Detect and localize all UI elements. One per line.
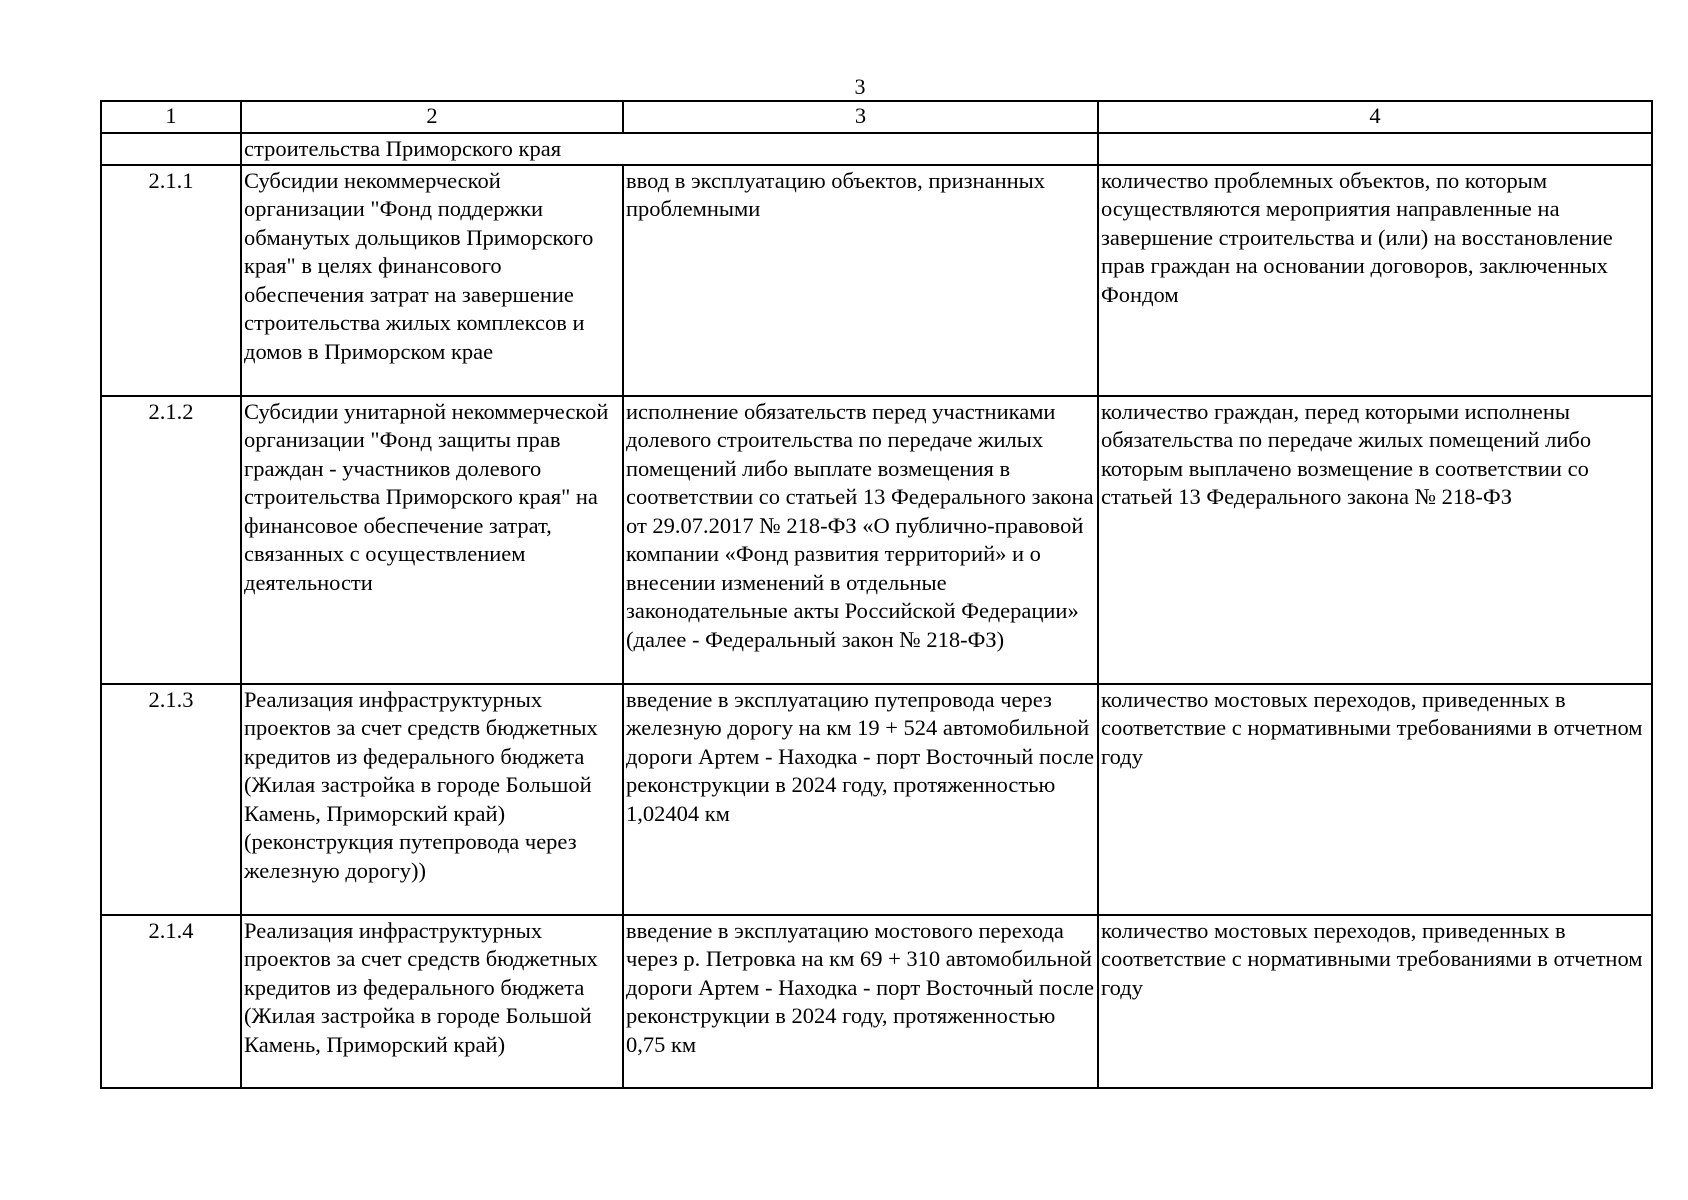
row-number: 2.1.1 [101, 165, 241, 396]
continuation-row [101, 133, 1652, 165]
continuation-cell [241, 133, 1652, 165]
row-indicator: количество граждан, перед которыми исполнены обязательства по передаче жилых помещений либо которым выплачено возмещение в соответствии со статьей 13 Федерального закона № 218-ФЗ [1098, 396, 1652, 684]
row-number: 2.1.4 [101, 915, 241, 1088]
row-number: 2.1.3 [101, 684, 241, 915]
row-name: Реализация инфраструктурных проектов за счет средств бюджетных кредитов из федерального бюджета (Жилая застройка в городе Большой Камень, Приморский край) (реконструкция путепровода через железную дорогу)) [241, 684, 623, 915]
row-indicator: количество мостовых переходов, приведенных в соответствие с нормативными требованиями в отчетном году [1098, 915, 1652, 1088]
column-header-3: 3 [623, 101, 1098, 133]
row-name: Субсидии унитарной некоммерческой организации "Фонд защиты прав граждан - участников долевого строительства Приморского края" на финансовое обеспечение затрат, связанных с осуществлением деятельности [241, 396, 623, 684]
row-result: введение в эксплуатацию путепровода через железную дорогу на км 19 + 524 автомобильной дороги Артем - Находка - порт Восточный после реконструкции в 2024 году, протяженностью 1,02404 км [623, 684, 1098, 915]
table-header-row [101, 101, 1652, 133]
table-row [101, 915, 1652, 1088]
row-indicator: количество мостовых переходов, приведенных в соответствие с нормативными требованиями в отчетном году [1098, 684, 1652, 915]
table-row [101, 684, 1652, 915]
table-row [101, 396, 1652, 684]
row-name: Реализация инфраструктурных проектов за счет средств бюджетных кредитов из федерального бюджета (Жилая застройка в городе Большой Камень, Приморский край) [241, 915, 623, 1088]
table-row [101, 165, 1652, 396]
row-number: 2.1.2 [101, 396, 241, 684]
continuation-text: строительства Приморского края [244, 136, 562, 161]
column-header-2: 2 [241, 101, 623, 133]
column-header-1: 1 [101, 101, 241, 133]
page-number: 3 [854, 74, 866, 99]
continuation-number-cell [101, 133, 241, 165]
row-result: ввод в эксплуатацию объектов, признанных проблемными [623, 165, 1098, 396]
continuation-divider [1097, 134, 1099, 164]
row-result: введение в эксплуатацию мостового перехода через р. Петровка на км 69 + 310 автомобильной дороги Артем - Находка - порт Восточный после реконструкции в 2024 году, протяженностью 0,75 км [623, 915, 1098, 1088]
column-header-4: 4 [1098, 101, 1652, 133]
row-name: Субсидии некоммерческой организации "Фонд поддержки обманутых дольщиков Приморского края" в целях финансового обеспечения затрат на завершение строительства жилых комплексов и домов в Приморском крае [241, 165, 623, 396]
row-indicator: количество проблемных объектов, по которым осуществляются мероприятия направленные на завершение строительства и (или) на восстановление прав граждан на основании договоров, заключенных Фондом [1098, 165, 1652, 396]
row-result: исполнение обязательств перед участниками долевого строительства по передаче жилых помещений либо выплате возмещения в соответствии со статьей 13 Федерального закона от 29.07.2017 № 218-ФЗ «О публично-правовой компании «Фонд развития территорий» и о внесении изменений в отдельные законодательные акты Российской Федерации» (далее - Федеральный закон № 218-ФЗ) [623, 396, 1098, 684]
indicators-table [100, 100, 1653, 1089]
